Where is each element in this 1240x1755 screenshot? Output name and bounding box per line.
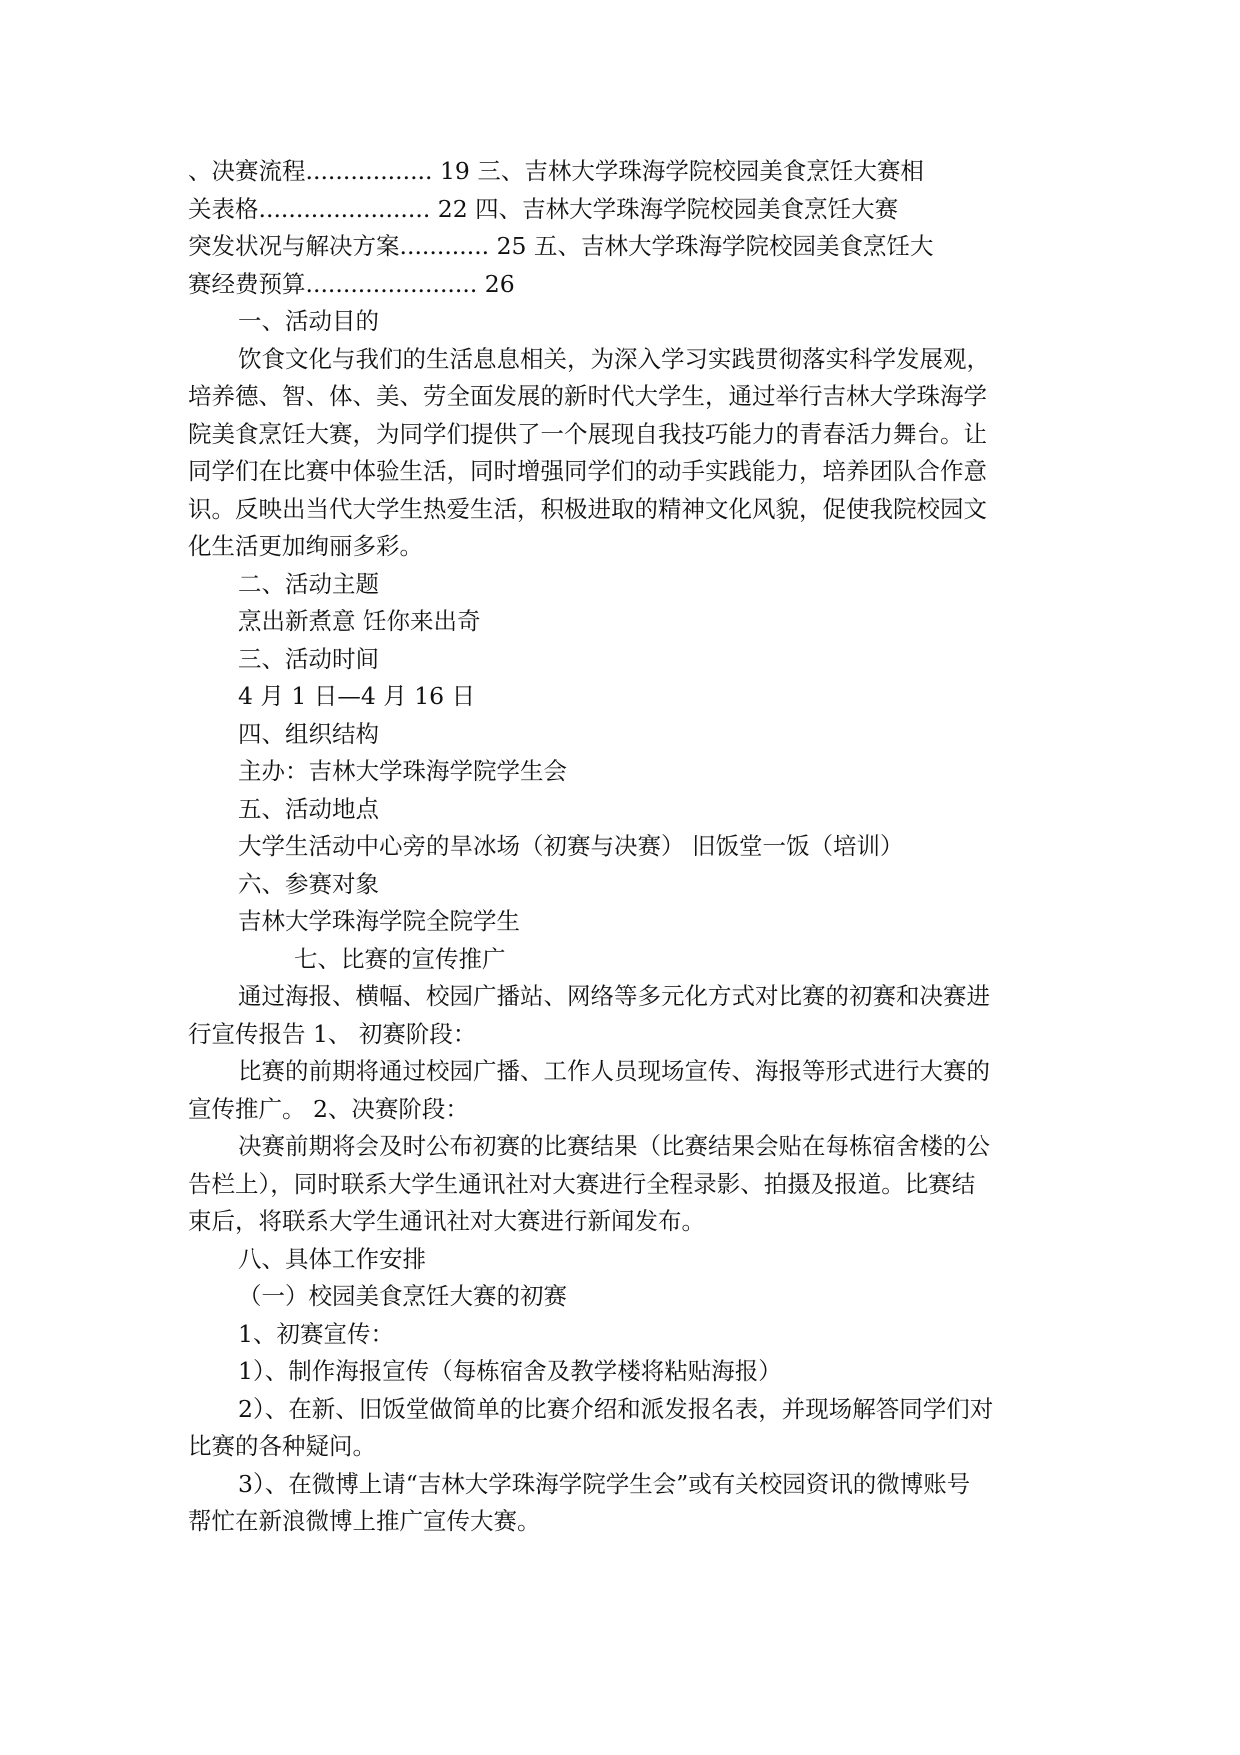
text-line: 七、比赛的宣传推广 — [294, 944, 506, 973]
text-line: 行宣传报告 1、 初赛阶段： — [188, 1019, 477, 1048]
text-line: 四、组织结构 — [238, 719, 379, 748]
text-line: 关表格....................... 22 四、吉林大学珠海学院校园美食烹饪大赛 — [188, 194, 899, 223]
text-line: 化生活更加绚丽多彩。 — [188, 532, 423, 560]
text-line: 宣传推广。 2、决赛阶段： — [188, 1094, 469, 1123]
text-line: 二、活动主题 — [238, 569, 379, 598]
text-line: 决赛前期将会及时公布初赛的比赛结果（比赛结果会贴在每栋宿舍楼的公 — [238, 1132, 990, 1160]
text-line: 帮忙在新浪微博上推广宣传大赛。 — [188, 1507, 541, 1535]
text-line: 4 月 1 日—4 月 16 日 — [238, 682, 476, 710]
text-line: 1、初赛宣传： — [238, 1319, 394, 1348]
text-line: 院美食烹饪大赛，为同学们提供了一个展现自我技巧能力的青春活力舞台。让 — [188, 419, 987, 448]
text-line: 吉林大学珠海学院全院学生 — [238, 907, 520, 935]
text-line: 三、活动时间 — [238, 644, 379, 673]
text-line: （一）校园美食烹饪大赛的初赛 — [238, 1282, 567, 1310]
text-line: 比赛的前期将通过校园广播、工作人员现场宣传、海报等形式进行大赛的 — [238, 1057, 990, 1085]
text-line: 五、活动地点 — [238, 794, 379, 823]
text-line: 烹出新煮意 饪你来出奇 — [238, 607, 481, 635]
text-line: 比赛的各种疑问。 — [188, 1432, 376, 1460]
text-line: 一、活动目的 — [238, 307, 379, 335]
text-line: 六、参赛对象 — [238, 869, 379, 898]
text-line: 八、具体工作安排 — [238, 1244, 426, 1273]
text-line: 突发状况与解决方案............ 25 五、吉林大学珠海学院校园美食烹饪大 — [188, 232, 934, 260]
text-line: 通过海报、横幅、校园广播站、网络等多元化方式对比赛的初赛和决赛进 — [238, 982, 990, 1010]
text-line: 饮食文化与我们的生活息息相关，为深入学习实践贯彻落实科学发展观， — [238, 344, 990, 373]
text-line: 识。反映出当代大学生热爱生活，积极进取的精神文化风貌，促使我院校园文 — [188, 494, 987, 523]
text-line: 告栏上），同时联系大学生通讯社对大赛进行全程录影、拍摄及报道。比赛结 — [188, 1169, 976, 1198]
text-line: 主办：吉林大学珠海学院学生会 — [238, 757, 567, 785]
text-line: 2）、在新、旧饭堂做简单的比赛介绍和派发报名表，并现场解答同学们对 — [238, 1394, 994, 1423]
text-line: 赛经费预算....................... 26 — [188, 269, 515, 298]
text-line: 1）、制作海报宣传（每栋宿舍及教学楼将粘贴海报） — [238, 1357, 782, 1385]
text-line: 培养德、智、体、美、劳全面发展的新时代大学生，通过举行吉林大学珠海学 — [188, 382, 987, 410]
document-page — [188, 153, 1058, 1541]
text-line: 大学生活动中心旁的旱冰场（初赛与决赛） 旧饭堂一饭（培训） — [238, 832, 904, 860]
text-line: 、决赛流程................. 19 三、吉林大学珠海学院校园美食烹饪大赛相 — [188, 157, 924, 185]
text-line: 束后，将联系大学生通讯社对大赛进行新闻发布。 — [188, 1207, 705, 1235]
text-line: 同学们在比赛中体验生活，同时增强同学们的动手实践能力，培养团队合作意 — [188, 457, 987, 485]
text-line: 3）、在微博上请“吉林大学珠海学院学生会”或有关校园资讯的微博账号 — [238, 1469, 971, 1498]
